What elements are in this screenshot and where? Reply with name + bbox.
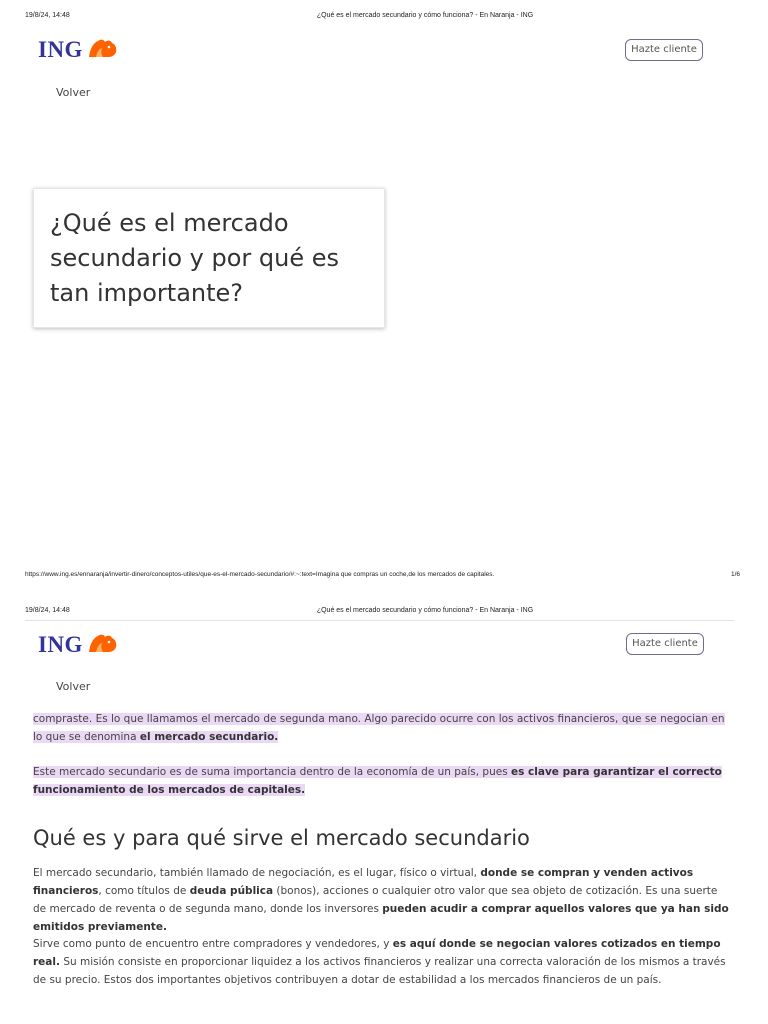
hazte-cliente-button[interactable]: Hazte cliente xyxy=(625,39,703,61)
bold-text: deuda pública xyxy=(189,885,274,897)
hazte-cliente-button-2[interactable]: Hazte cliente xyxy=(626,633,704,655)
ing-logo[interactable] xyxy=(38,36,119,64)
ing-lion-icon xyxy=(87,37,119,63)
text: (bonos), acciones o cualquier otro valor que sea objeto de cotización. Es una suerte de mercado de reventa o de segunda mano, donde los inversores xyxy=(33,885,718,915)
back-link[interactable]: Volver xyxy=(56,86,91,99)
ing-logo-2[interactable] xyxy=(38,631,119,659)
ing-lion-icon xyxy=(87,632,119,658)
logo-text-2: ING xyxy=(38,632,83,657)
page-number: 1/6 xyxy=(731,571,741,578)
back-link-2[interactable]: Volver xyxy=(56,680,91,693)
print-date: 19/8/24, 14:48 xyxy=(25,12,70,19)
highlighted-text: Este mercado secundario es de suma importancia dentro de la economía de un país, pues xyxy=(33,766,512,778)
bold-text: es aquí donde se negocian valores cotizados en tiempo real. xyxy=(33,938,721,968)
highlighted-bold-text: el mercado secundario. xyxy=(139,731,279,743)
title-card xyxy=(33,188,385,328)
paragraph-importancia xyxy=(33,763,731,799)
paragraph-funcion xyxy=(33,935,731,989)
section-heading: Qué es y para qué sirve el mercado secundario xyxy=(33,826,530,850)
highlighted-text: compraste. Es lo que llamamos el mercado de segunda mano. Algo parecido ocurre con los activos financieros, que se negocian en lo que se denomina xyxy=(33,713,725,743)
article-title: ¿Qué es el mercado secundario y por qué es tan importante? xyxy=(50,209,340,307)
text: El mercado secundario, también llamado de negociación, es el lugar, físico o virtual, xyxy=(33,867,481,879)
bold-text: pueden acudir a comprar aquellos valores que ya han sido emitidos previamente. xyxy=(33,903,729,933)
text: Sirve como punto de encuentro entre compradores y vendedores, y xyxy=(33,938,393,950)
print-date-2: 19/8/24, 14:48 xyxy=(25,607,70,614)
bold-text: donde se compran y venden activos financieros xyxy=(33,867,694,897)
header-divider xyxy=(25,620,734,621)
footer-url: https://www.ing.es/ennaranja/invertir-dinero/conceptos-utiles/que-es-el-mercado-secundario/#:~:text=Imagina que compras un coche,de los mercados de capitales. xyxy=(25,571,495,578)
logo-text: ING xyxy=(38,37,83,62)
highlighted-bold-text: es clave para garantizar el correcto funcionamiento de los mercados de capitales. xyxy=(33,766,722,796)
paragraph-segunda-mano xyxy=(33,710,731,746)
paragraph-definicion xyxy=(33,864,731,936)
text: , como títulos de xyxy=(98,885,190,897)
print-title-2: ¿Qué es el mercado secundario y cómo funciona? - En Naranja - ING xyxy=(316,607,534,614)
print-title: ¿Qué es el mercado secundario y cómo funciona? - En Naranja - ING xyxy=(316,12,534,19)
text: Su misión consiste en proporcionar liquidez a los activos financieros y realizar una correcta valoración de los mismos a través de su precio. Estos dos importantes objetivos contribuyen a dotar de estabilidad a los mercados financieros de un país. xyxy=(33,956,726,986)
